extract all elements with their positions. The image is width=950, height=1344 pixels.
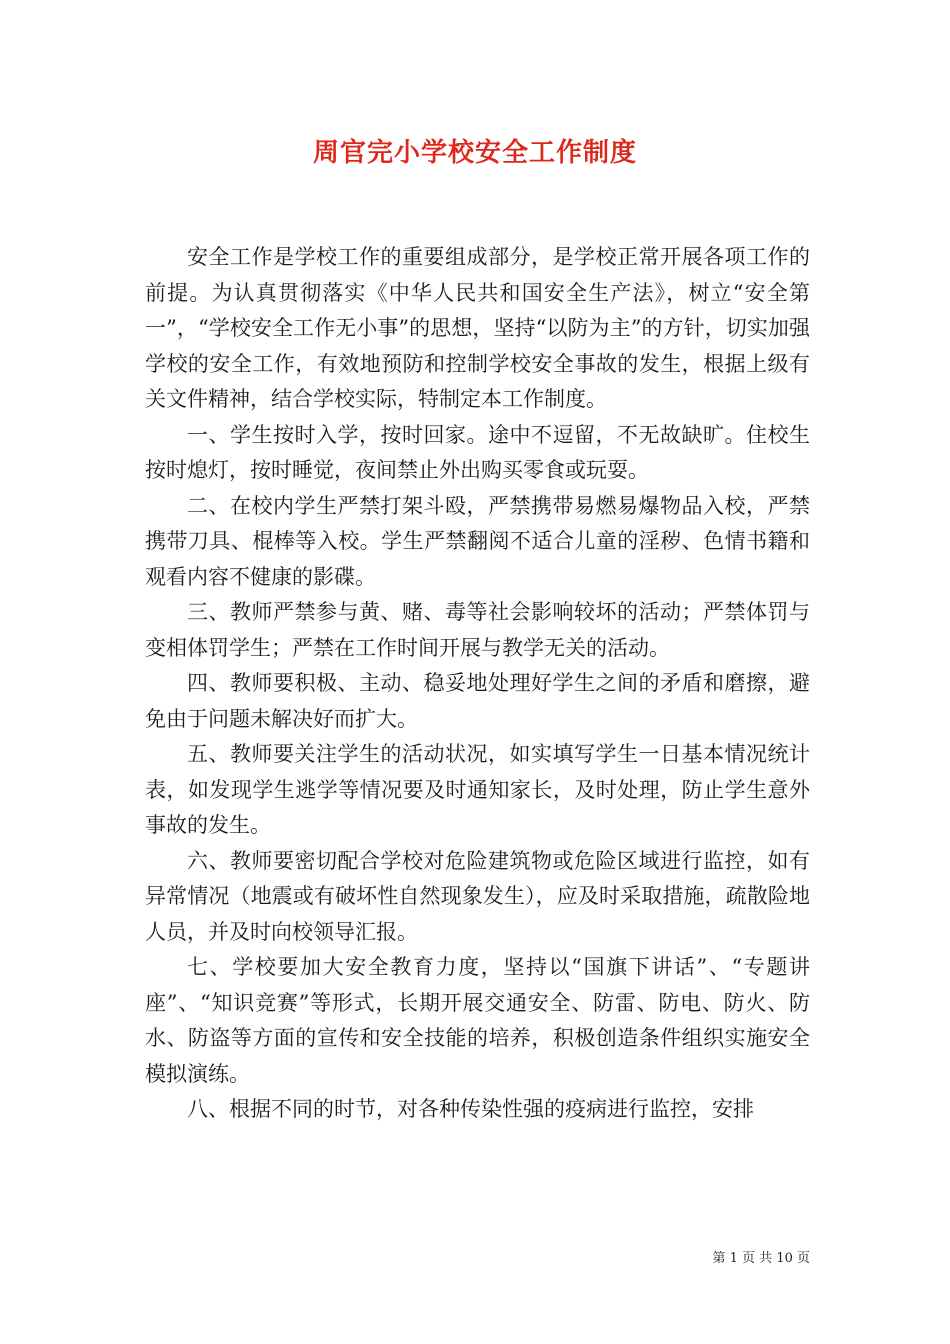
rule-paragraph-4: 四、教师要积极、主动、稳妥地处理好学生之间的矛盾和磨擦，避免由于问题未解决好而扩大。 xyxy=(145,671,810,731)
intro-paragraph: 安全工作是学校工作的重要组成部分，是学校正常开展各项工作的前提。为认真贯彻落实《中华人民共和国安全生产法》，树立“安全第一”，“学校安全工作无小事”的思想，坚持“以防为主”的方针，切实加强学校的安全工作，有效地预防和控制学校安全事故的发生，根据上级有关文件精神，结合学校实际，特制定本工作制度。 xyxy=(145,245,810,411)
rule-paragraph-6: 六、教师要密切配合学校对危险建筑物或危险区域进行监控，如有异常情况（地震或有破坏性自然现象发生），应及时采取措施，疏散险地人员，并及时向校领导汇报。 xyxy=(145,848,810,944)
rule-paragraph-7: 七、学校要加大安全教育力度，坚持以“国旗下讲话”、“专题讲座”、“知识竞赛”等形式，长期开展交通安全、防雷、防电、防火、防水、防盗等方面的宣传和安全技能的培养，积极创造条件组织实施安全模拟演练。 xyxy=(145,955,810,1086)
page-number-footer: 第 1 页 共 10 页 xyxy=(712,1251,810,1266)
rule-paragraph-3: 三、教师严禁参与黄、赌、毒等社会影响较坏的活动；严禁体罚与变相体罚学生；严禁在工作时间开展与教学无关的活动。 xyxy=(145,600,810,660)
document-title: 周官完小学校安全工作制度 xyxy=(312,138,637,168)
document-body xyxy=(145,240,810,1128)
rule-paragraph-1: 一、学生按时入学，按时回家。途中不逗留，不无故缺旷。住校生按时熄灯，按时睡觉，夜间禁止外出购买零食或玩耍。 xyxy=(145,422,810,482)
rule-paragraph-2: 二、在校内学生严禁打架斗殴，严禁携带易燃易爆物品入校，严禁携带刀具、棍棒等入校。学生严禁翻阅不适合儿童的淫秽、色情书籍和观看内容不健康的影碟。 xyxy=(145,493,810,589)
rule-paragraph-8: 八、根据不同的时节，对各种传染性强的疫病进行监控，安排 xyxy=(187,1097,754,1121)
rule-paragraph-5: 五、教师要关注学生的活动状况，如实填写学生一日基本情况统计表，如发现学生逃学等情况要及时通知家长，及时处理，防止学生意外事故的发生。 xyxy=(145,742,810,837)
